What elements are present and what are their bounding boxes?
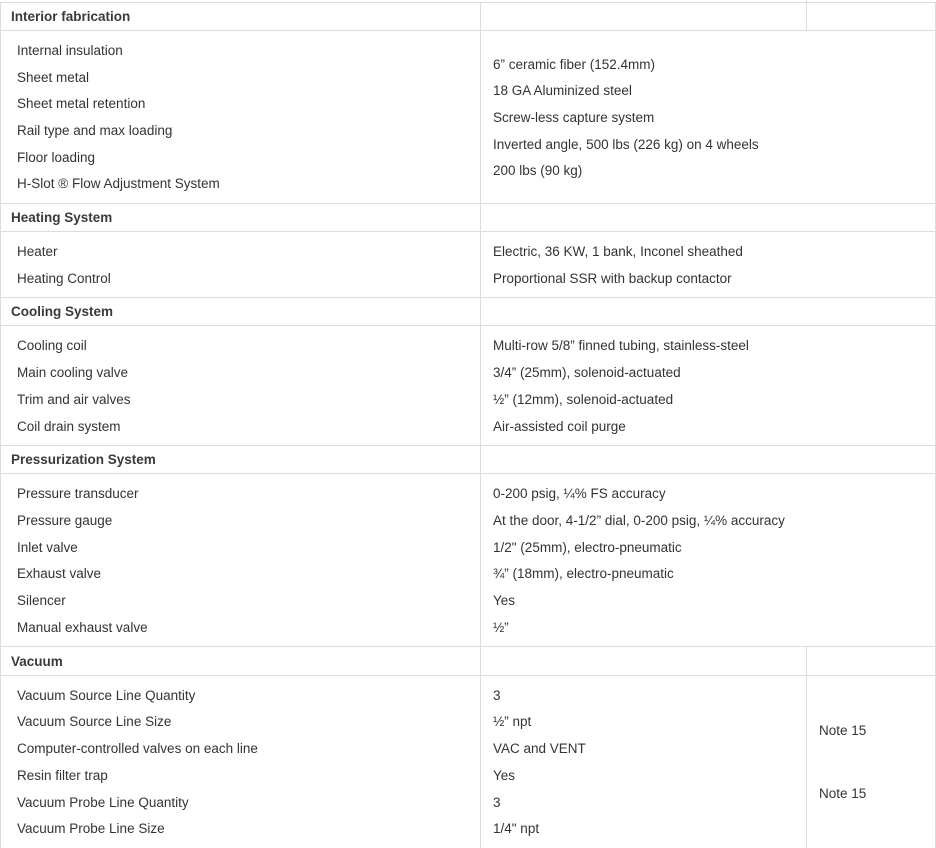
spec-value: Air-assisted coil purge bbox=[493, 419, 626, 434]
section-header-cooling-system: Cooling System bbox=[11, 304, 114, 319]
spec-label: Vacuum Source Line Quantity bbox=[17, 688, 196, 703]
spec-label: Heater bbox=[17, 244, 58, 259]
column-divider bbox=[0, 2, 1, 848]
row-divider bbox=[0, 445, 936, 446]
spec-value: 3/4” (25mm), solenoid-actuated bbox=[493, 365, 681, 380]
column-divider bbox=[806, 0, 807, 30]
spec-label: Resin filter trap bbox=[17, 768, 108, 783]
spec-value: 6” ceramic fiber (152.4mm) bbox=[493, 57, 656, 72]
row-divider bbox=[0, 473, 936, 474]
spec-value: ½” (12mm), solenoid-actuated bbox=[493, 392, 674, 407]
row-divider bbox=[0, 231, 936, 232]
spec-value: Electric, 36 KW, 1 bank, Inconel sheathed bbox=[493, 244, 743, 259]
column-divider bbox=[480, 2, 481, 848]
spec-label: Sheet metal bbox=[17, 70, 90, 85]
spec-label: Trim and air valves bbox=[17, 392, 131, 407]
spec-value: 1/2" (25mm), electro-pneumatic bbox=[493, 540, 682, 555]
spec-label: Vacuum Probe Line Size bbox=[17, 821, 165, 836]
spec-value: ¾” (18mm), electro-pneumatic bbox=[493, 566, 674, 581]
spec-label: Rail type and max loading bbox=[17, 123, 173, 138]
spec-value: 1/4" npt bbox=[493, 821, 540, 836]
spec-label: Manual exhaust valve bbox=[17, 620, 148, 635]
section-header-vacuum: Vacuum bbox=[11, 654, 63, 669]
spec-label: Internal insulation bbox=[17, 43, 123, 58]
spec-value: ½” npt bbox=[493, 714, 532, 729]
spec-value: Inverted angle, 500 lbs (226 kg) on 4 wheels bbox=[493, 137, 759, 152]
spec-label: Exhaust valve bbox=[17, 566, 102, 581]
spec-value: ½” bbox=[493, 620, 509, 635]
spec-value: 200 lbs (90 kg) bbox=[493, 163, 583, 178]
spec-note: Note 15 bbox=[819, 786, 867, 801]
spec-value: Proportional SSR with backup contactor bbox=[493, 271, 732, 286]
section-header-pressurization-system: Pressurization System bbox=[11, 452, 156, 467]
row-divider bbox=[0, 2, 936, 3]
spec-label: Vacuum Probe Line Quantity bbox=[17, 795, 189, 810]
spec-value: 18 GA Aluminized steel bbox=[493, 83, 632, 98]
column-divider bbox=[806, 646, 807, 848]
spec-value: Screw-less capture system bbox=[493, 110, 655, 125]
spec-label: Sheet metal retention bbox=[17, 96, 146, 111]
row-divider bbox=[0, 675, 936, 676]
spec-note: Note 15 bbox=[819, 723, 867, 738]
spec-value: Multi-row 5/8” finned tubing, stainless-steel bbox=[493, 338, 749, 353]
spec-value: 0-200 psig, ¼% FS accuracy bbox=[493, 486, 666, 501]
spec-value: 3 bbox=[493, 795, 501, 810]
spec-label: Computer-controlled valves on each line bbox=[17, 741, 258, 756]
spec-value: Yes bbox=[493, 593, 516, 608]
spec-value: At the door, 4-1/2” dial, 0-200 psig, ¼% accuracy bbox=[493, 513, 785, 528]
spec-label: Coil drain system bbox=[17, 419, 121, 434]
row-divider bbox=[0, 646, 936, 647]
spec-label: Inlet valve bbox=[17, 540, 78, 555]
spec-label: Main cooling valve bbox=[17, 365, 129, 380]
spec-label: Pressure transducer bbox=[17, 486, 139, 501]
section-header-heating-system: Heating System bbox=[11, 210, 113, 225]
spec-label: Vacuum Source Line Size bbox=[17, 714, 172, 729]
spec-label: Floor loading bbox=[17, 150, 96, 165]
row-divider bbox=[0, 297, 936, 298]
spec-label: H-Slot ® Flow Adjustment System bbox=[17, 176, 220, 191]
spec-value: 3 bbox=[493, 688, 501, 703]
spec-value: VAC and VENT bbox=[493, 741, 586, 756]
spec-label: Heating Control bbox=[17, 271, 111, 286]
row-divider bbox=[0, 30, 936, 31]
spec-value: Yes bbox=[493, 768, 516, 783]
row-divider bbox=[0, 203, 936, 204]
row-divider bbox=[0, 325, 936, 326]
spec-label: Silencer bbox=[17, 593, 66, 608]
section-header-interior-fabrication: Interior fabrication bbox=[11, 9, 131, 24]
spec-label: Cooling coil bbox=[17, 338, 87, 353]
spec-label: Pressure gauge bbox=[17, 513, 113, 528]
